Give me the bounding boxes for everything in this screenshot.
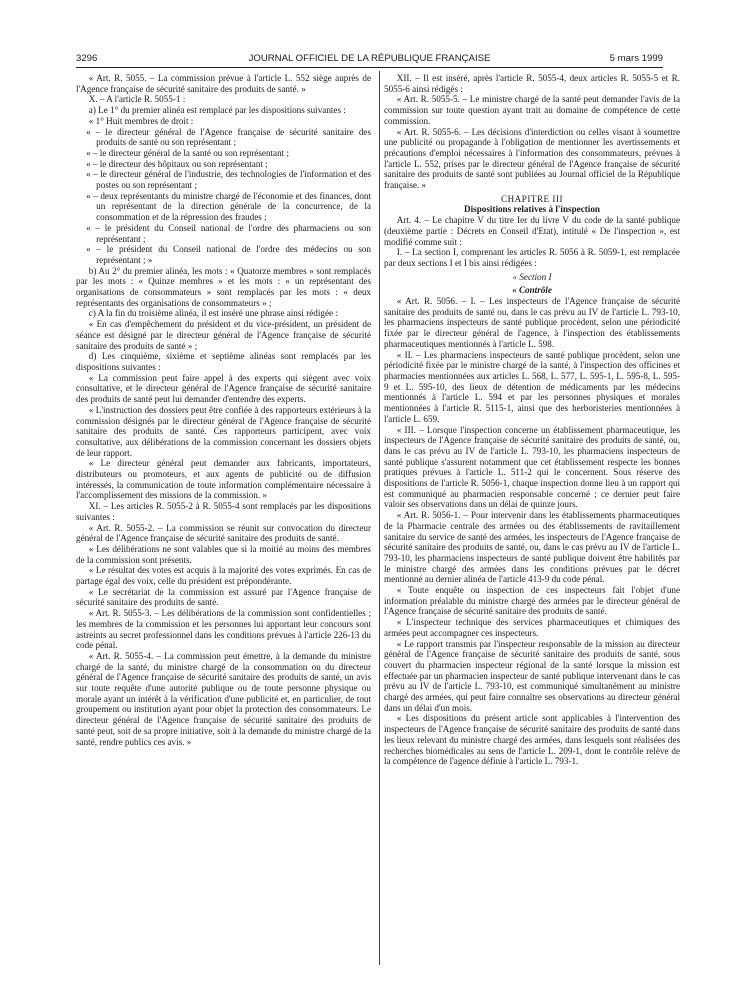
- paragraph: « Le résultat des votes est acquis à la majorité des votes exprimés. En cas de partage égal des voix, celle du président est prépondérante.: [76, 565, 371, 587]
- section-title: « Contrôle: [512, 285, 552, 296]
- list-item: « – le directeur général de la santé ou son représentant ;: [86, 147, 290, 158]
- paragraph: « Art. R. 5055-5. – Le ministre chargé de la santé peut demander l'avis de la commission sur toute question ayant trait au domaine de compétence de cette commission.: [384, 94, 680, 126]
- paragraph: « Art. R. 5056-1. – Pour intervenir dans les établissements pharmaceutiques de la Pharmacie centrale des armées ou des établissements de ravitaillement sanitaire du service de santé des armées, les inspecteurs de l'Agence française de sécurité sanitaire des produits de santé, ou, dans le cas prévu au IV de l'article L. 793-10, les pharmaciens inspecteurs de santé publique doivent être habilités par le ministre chargé des armées dans les conditions prévues par le décret mentionné au dernier alinéa de l'article 413-9 du code pénal.: [384, 510, 680, 585]
- list-item: « – le président du Conseil national de l'ordre des médecins ou son représentant ; »: [86, 244, 371, 265]
- paragraph: a) Le 1° du premier alinéa est remplacé par les dispositions suivantes :: [88, 105, 346, 116]
- list-item: « – deux représentants du ministre chargé de l'économie et des finances, dont un représentant de la direction générale de la concurrence, de la consommation et de la répression des fraudes ;: [86, 190, 371, 223]
- paragraph: « L'inspecteur technique des services pharmaceutiques et chimiques des armées peut accompagner ces inspecteurs.: [384, 617, 680, 638]
- right-column: [384, 73, 680, 767]
- header-rule: [76, 67, 663, 68]
- paragraph: « Art. R. 5055-3. – Les délibérations de la commission sont confidentielles ; les membres de la commission et les personnes lui apportant leur concours sont astreints au secret professionnel dans les conditions prévues à l'article 226-13 du code pénal.: [76, 608, 371, 651]
- paragraph: c) A la fin du troisième alinéa, il est inséré une phrase ainsi rédigée :: [88, 308, 338, 319]
- paragraph: XI. – Les articles R. 5055-2 à R. 5055-4 sont remplacés par les dispositions suivantes :: [76, 501, 371, 522]
- paragraph: « Le rapport transmis par l'inspecteur responsable de la mission au directeur général de l'Agence française de sécurité sanitaire des produits de santé, sous couvert du pharmacien inspecteur régional de la santé lorsque la mission est effectuée par un pharmacien inspecteur de santé publique intervenant dans le cas prévu au IV de l'article L. 793-10, est communiqué simultanément au ministre chargé des armées, qui peut faire connaître ses observations au directeur général dans un délai d'un mois.: [384, 638, 680, 713]
- left-column: [76, 73, 371, 747]
- list-item: « – le directeur des hôpitaux ou son représentant ;: [86, 158, 268, 169]
- chapter-heading: CHAPITRE III: [500, 193, 563, 204]
- paragraph: X. – A l'article R. 5055-1 :: [88, 94, 186, 105]
- paragraph: « Le secrétariat de la commission est assuré par l'Agence française de sécurité sanitaire des produits de santé.: [76, 586, 371, 608]
- paragraph: « III. – Lorsque l'inspection concerne un établissement pharmaceutique, les inspecteurs de l'Agence française de sécurité sanitaire des produits de santé, ou, dans le cas prévu au IV de l'article L. 793-10, les pharmaciens inspecteurs de santé publique s'assurent notamment que cet établissement respecte les bonnes pratiques prévues à l'article L. 511-2 qui le concernent. Sous réserve des dispositions de l'article R. 5056-1, chaque inspection donne lieu à un rapport qui est communiqué au pharmacien responsable concerné ; ce dernier peut faire valoir ses observations dans un délai de quinze jours.: [384, 424, 680, 510]
- paragraph: « 1° Huit membres de droit :: [88, 115, 194, 126]
- paragraph: « Les dispositions du présent article sont applicables à l'intervention des inspecteurs de l'Agence française de sécurité sanitaire des produits de santé dans les lieux relevant du ministre chargé des armées, dans lesquels sont réalisées des recherches biomédicales au sens de l'article L. 209-1, dont le contrôle relève de la compétence de l'agence définie à l'article L. 793-1.: [384, 713, 680, 767]
- paragraph: « Toute enquête ou inspection de ces inspecteurs fait l'objet d'une information préalable du ministre chargé des armées par le directeur général de l'Agence française de sécurité sanitaire des produits de santé.: [384, 585, 680, 617]
- column-divider: [379, 71, 380, 965]
- list-item: « – le président du Conseil national de l'ordre des pharmaciens ou son représentant ;: [86, 222, 371, 244]
- page-header: [76, 53, 663, 67]
- paragraph: b) Au 2° du premier alinéa, les mots : « Quatorze membres » sont remplacés par les mots : « Quinze membres » et les mots : « un représentant des organisations de consommateurs » sont remplacés par les mots : « deux représentants des organisations de consommateurs » ;: [76, 265, 371, 308]
- paragraph: « En cas d'empêchement du président et du vice-président, un président de séance est désigné par le directeur général de l'Agence française de sécurité sanitaire des produits de santé » ;: [76, 319, 371, 351]
- page-number: 3296: [76, 53, 98, 64]
- chapter-title: Dispositions relatives à l'inspection: [464, 204, 600, 215]
- issue-date: 5 mars 1999: [609, 53, 663, 64]
- paragraph: « L'instruction des dossiers peut être confiée à des rapporteurs extérieurs à la commission désignés par le directeur général de l'Agence française de sécurité sanitaire des produits de santé. Ces rapporteurs participent, avec voix consultative, aux délibérations de la commission concernant les dossiers objets de leur rapport.: [76, 404, 371, 458]
- list-item: « – le directeur général de l'industrie, des technologies de l'information et des postes ou son représentant ;: [86, 169, 371, 191]
- list-item: « – le directeur général de l'Agence française de sécurité sanitaire des produits de santé ou son représentant ;: [86, 126, 371, 148]
- paragraph: XII. – Il est inséré, après l'article R. 5055-4, deux articles R. 5055-5 et R. 5055-6 ainsi rédigés :: [384, 73, 680, 94]
- paragraph: « Art. R. 5055-4. – La commission peut émettre, à la demande du ministre chargé de la santé, du ministre chargé de la consommation ou du directeur général de l'Agence française de sécurité sanitaire des produits de santé, un avis sur toute requête d'une autorité publique ou de toute personne physique ou morale ayant un intérêt à la vérification d'une publicité et, en particulier, de tout groupement ou institution ayant pour objet la protection des consommateurs. Le directeur général de l'Agence française de sécurité sanitaire des produits de santé peut, soit de sa propre initiative, soit à la demande du ministre chargé de la santé, rendre publics ces avis. »: [76, 650, 371, 747]
- paragraph: « La commission peut faire appel à des experts qui siègent avec voix consultative, et le directeur général de l'Agence française de sécurité sanitaire des produits de santé peut lui demander d'entendre des experts.: [76, 372, 371, 405]
- paragraph: « Le directeur général peut demander aux fabricants, importateurs, distributeurs ou promoteurs, et aux agents de publicité ou de diffusion intéressés, la communication de toute information complémentaire nécessaire à l'accomplissement des missions de la commission. »: [76, 458, 371, 501]
- paragraph: « Art. R. 5055-2. – La commission se réunit sur convocation du directeur général de l'Agence française de sécurité sanitaire des produits de santé.: [76, 522, 371, 544]
- paragraph: « Art. R. 5055-6. – Les décisions d'interdiction ou celles visant à soumettre une publicité ou propagande à l'obligation de mentionner les avertissements et précautions d'emploi nécessaires à l'information des consommateurs, prévues à l'article L. 552, prises par le directeur général de l'Agence française de sécurité sanitaire des produits de santé sont publiées au Journal officiel de la République française. »: [384, 126, 680, 191]
- paragraph: « Art. R. 5056. – I. – Les inspecteurs de l'Agence française de sécurité sanitaire des produits de santé ou, dans le cas prévu au IV de l'article L. 793-10, les pharmaciens inspecteurs de santé publique procèdent, selon une périodicité fixée par le directeur général de l'agence, à l'inspection des établissements pharmaceutiques mentionnés à l'article L. 598.: [384, 296, 680, 349]
- journal-title: JOURNAL OFFICIEL DE LA RÉPUBLIQUE FRANÇAISE: [248, 53, 491, 64]
- paragraph: I. – La section I, comprenant les articles R. 5056 à R. 5059-1, est remplacée par deux sections I et I bis ainsi rédigées :: [384, 247, 680, 268]
- paragraph: « Les délibérations ne sont valables que si la moitié au moins des membres de la commission sont présents.: [76, 543, 371, 565]
- paragraph: « II. – Les pharmaciens inspecteurs de santé publique procèdent, selon une périodicité fixée par le ministre chargé de la santé, à l'inspection des officines et pharmacies mentionnées aux articles L. 568, L. 577, L. 595-1, L. 595-8, L. 595-9 et L. 595-10, des lieux de détention de médicaments par les médecins mentionnés à l'article L. 594 et par les personnes physiques et morales mentionnées à l'article R. 5115-1, ainsi que des herboristeries mentionnées à l'article L. 659.: [384, 349, 680, 424]
- paragraph: Art. 4. – Le chapitre V du titre Ier du livre V du code de la santé publique (deuxième partie : Décrets en Conseil d'Etat), intitulé « De l'inspection », est modifié comme suit :: [384, 215, 680, 247]
- section-heading: « Section I: [512, 271, 552, 282]
- paragraph: « Art. R. 5055. – La commission prévue à l'article L. 552 siège auprès de l'Agence française de sécurité sanitaire des produits de santé. »: [76, 73, 371, 94]
- paragraph: d) Les cinquième, sixième et septième alinéas sont remplacés par les dispositions suivantes :: [76, 351, 371, 372]
